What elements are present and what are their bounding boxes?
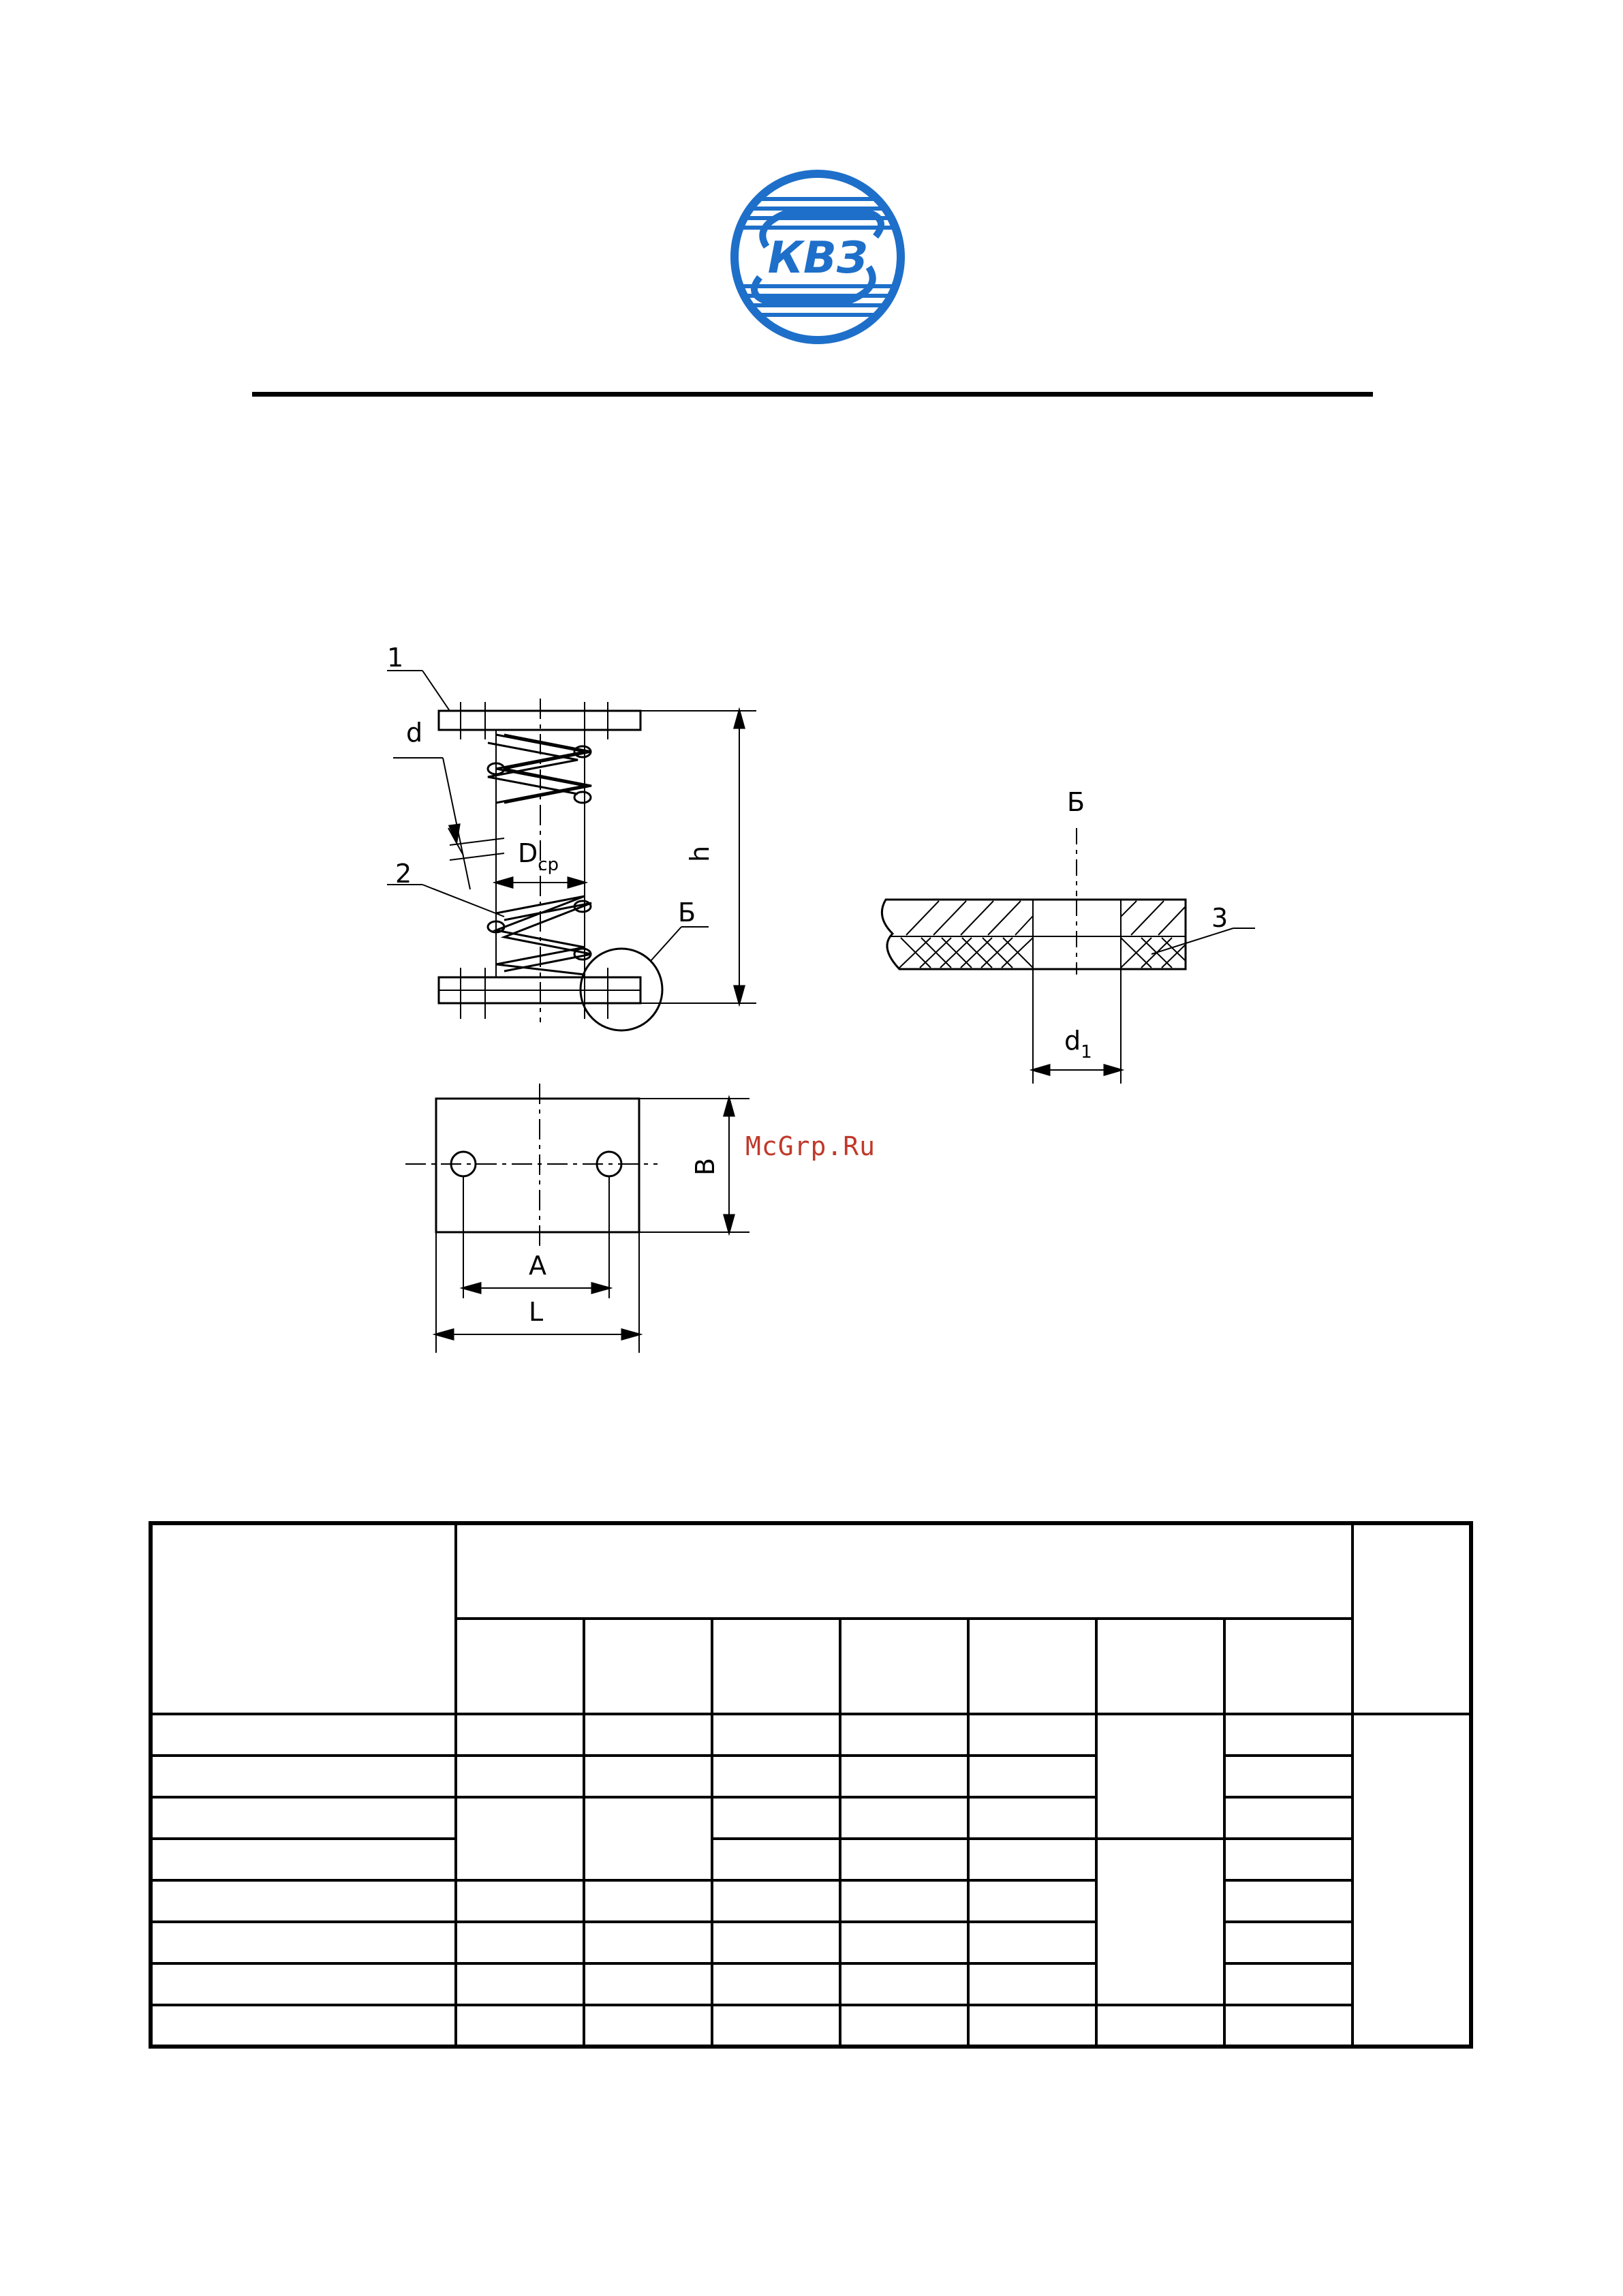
table-cell <box>1224 1922 1352 1963</box>
header-cell-designation <box>151 1523 456 1714</box>
table-cell-merged <box>1096 1839 1224 2005</box>
label-d: d <box>406 718 423 748</box>
table-cell <box>456 1880 584 1922</box>
table-cell <box>840 1839 968 1880</box>
table-cell <box>151 1963 456 2005</box>
label-a-dim: А <box>529 1251 546 1281</box>
table-cell <box>840 1963 968 2005</box>
table-cell <box>968 1839 1096 1880</box>
table-cell <box>712 1756 840 1797</box>
table-row <box>151 1922 1471 1963</box>
watermark-text: McGrp.Ru <box>745 1131 876 1161</box>
table-cell <box>1224 1880 1352 1922</box>
table-cell <box>712 1880 840 1922</box>
table-cell <box>584 1880 712 1922</box>
label-d1-sub: 1 <box>1081 1042 1092 1062</box>
header-subcell <box>968 1619 1096 1714</box>
label-dcp-main: D <box>518 838 538 868</box>
table-cell <box>968 1880 1096 1922</box>
table-cell <box>968 1963 1096 2005</box>
table-header-row-1 <box>151 1523 1471 1619</box>
label-b-dim: В <box>690 1157 720 1176</box>
logo-text: КВЗ <box>767 233 868 284</box>
table-cell-merged <box>456 1797 584 1880</box>
table-cell <box>151 1922 456 1963</box>
table-cell <box>968 1922 1096 1963</box>
table-row <box>151 1797 1471 1839</box>
label-h: h <box>685 845 715 862</box>
table-cell <box>840 1756 968 1797</box>
header-cell-dimensions <box>456 1523 1352 1619</box>
table-cell <box>584 1922 712 1963</box>
table-cell <box>151 1756 456 1797</box>
table-cell <box>584 1756 712 1797</box>
table-cell <box>1224 2005 1352 2047</box>
table-cell <box>968 1714 1096 1756</box>
table-cell <box>968 2005 1096 2047</box>
label-item-2: 2 <box>395 859 412 889</box>
table-cell <box>1224 1714 1352 1756</box>
table-cell <box>712 1963 840 2005</box>
table-cell <box>151 1880 456 1922</box>
table-cell <box>584 2005 712 2047</box>
label-d1 <box>1064 1026 1092 1062</box>
label-item-1: 1 <box>387 643 404 673</box>
table-cell <box>456 1714 584 1756</box>
specification-table <box>149 1521 1473 2049</box>
table-cell <box>151 1714 456 1756</box>
table-cell-merged <box>584 1797 712 1880</box>
table-cell <box>1096 2005 1224 2047</box>
table-row <box>151 1756 1471 1797</box>
label-dcp-sub: ср <box>538 855 559 875</box>
table-cell <box>1224 1756 1352 1797</box>
table-cell <box>584 1963 712 2005</box>
header-cell-last <box>1352 1523 1471 1714</box>
table-cell <box>968 1797 1096 1839</box>
label-item-3: 3 <box>1211 903 1228 933</box>
header-subcell <box>1224 1619 1352 1714</box>
table-row <box>151 1714 1471 1756</box>
table-row <box>151 1839 1471 1880</box>
table-cell <box>1224 1839 1352 1880</box>
table-cell <box>840 1922 968 1963</box>
header-subcell <box>712 1619 840 1714</box>
table-row <box>151 1880 1471 1922</box>
header-subcell <box>584 1619 712 1714</box>
table-row <box>151 2005 1471 2047</box>
table-cell <box>840 2005 968 2047</box>
hatch-layer-top <box>906 901 1186 935</box>
table-cell <box>151 2005 456 2047</box>
table-cell <box>456 1756 584 1797</box>
table-cell <box>840 1797 968 1839</box>
table-cell <box>1224 1797 1352 1839</box>
label-detail-b-leader: Б <box>678 898 696 928</box>
table-cell <box>456 1922 584 1963</box>
table-cell <box>712 1714 840 1756</box>
label-d1-main: d <box>1064 1026 1081 1056</box>
table-cell <box>584 1714 712 1756</box>
table-cell <box>840 1880 968 1922</box>
table-cell <box>712 1797 840 1839</box>
table-cell <box>712 1839 840 1880</box>
label-l-dim: L <box>529 1297 544 1327</box>
table-cell-merged <box>1096 1714 1224 1839</box>
hatch-layer-bottom <box>899 938 1186 968</box>
table-cell <box>712 2005 840 2047</box>
table-cell <box>151 1839 456 1880</box>
header-subcell <box>840 1619 968 1714</box>
table-cell <box>1224 1963 1352 2005</box>
table-cell <box>840 1714 968 1756</box>
table-cell <box>151 1797 456 1839</box>
header-subcell <box>1096 1619 1224 1714</box>
header-subcell <box>456 1619 584 1714</box>
table-cell <box>712 1922 840 1963</box>
table-row <box>151 1963 1471 2005</box>
table-cell <box>456 1963 584 2005</box>
table-cell <box>968 1756 1096 1797</box>
label-dcp <box>518 838 559 875</box>
label-detail-b-title: Б <box>1067 787 1085 817</box>
table-cell <box>456 2005 584 2047</box>
